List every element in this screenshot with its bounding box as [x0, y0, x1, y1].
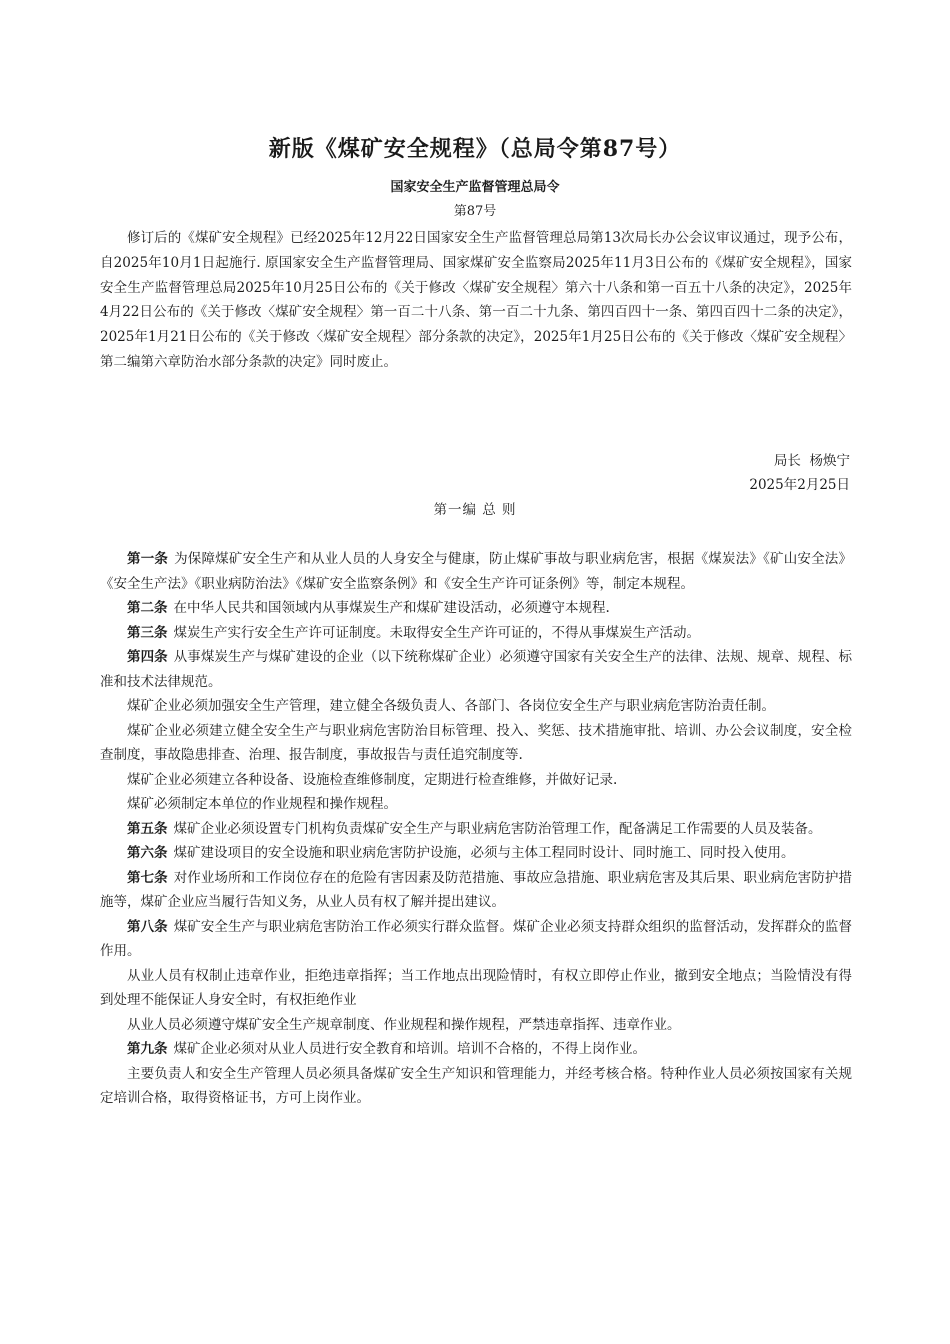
article-paragraph [100, 915, 852, 964]
article-label: 第八条 [127, 918, 168, 935]
article-paragraph [100, 841, 852, 866]
article-paragraph [100, 1013, 852, 1038]
article-text: 煤矿安全生产与职业病危害防治工作必须实行群众监督。煤矿企业必须支持群众组织的监督活动，发挥群众的监督作用。 [100, 918, 852, 959]
article-text: 煤炭生产实行安全生产许可证制度。未取得安全生产许可证的，不得从事煤炭生产活动。 [173, 624, 700, 641]
article-paragraph [100, 694, 852, 719]
signatory: 局长 杨焕宁 [773, 453, 850, 469]
article-text: 从业人员必须遵守煤矿安全生产规章制度、作业规程和操作规程，严禁违章指挥、违章作业。 [127, 1016, 681, 1033]
article-paragraph [100, 964, 852, 1013]
article-paragraph [100, 645, 852, 694]
article-label: 第九条 [127, 1041, 168, 1057]
article-paragraph [100, 719, 852, 768]
article-paragraph [100, 547, 852, 596]
article-text: 煤矿企业必须设置专门机构负责煤矿安全生产与职业病危害防治管理工作，配备满足工作需要的人员及装备。 [173, 820, 822, 837]
article-paragraph [100, 768, 852, 793]
article-text: 煤矿必须制定本单位的作业规程和操作规程。 [127, 796, 397, 812]
issuer-heading: 国家安全生产监督管理总局令 [390, 180, 560, 195]
article-body [100, 547, 852, 1111]
article-paragraph [100, 596, 852, 621]
article-paragraph [100, 621, 852, 646]
article-text: 煤矿建设项目的安全设施和职业病危害防护设施，必须与主体工程同时设计、同时施工、同时投入使用。 [173, 845, 795, 861]
article-text: 从事煤炭生产与煤矿建设的企业（以下统称煤矿企业）必须遵守国家有关安全生产的法律、法规、规章、规程、标准和技术法律规范。 [100, 649, 852, 690]
article-label: 第五条 [127, 820, 168, 837]
article-label: 第一条 [127, 551, 169, 567]
article-text: 在中华人民共和国领域内从事煤炭生产和煤矿建设活动，必须遵守本规程. [173, 600, 610, 616]
article-text: 煤矿企业必须建立各种设备、设施检查维修制度，定期进行检查维修，并做好记录. [127, 771, 618, 788]
article-label: 第三条 [127, 624, 168, 641]
article-paragraph [100, 1037, 852, 1062]
article-text: 煤矿企业必须建立健全安全生产与职业病危害防治目标管理、投入、奖惩、技术措施审批、培训、办公会议制度，安全检查制度，事故隐患排查、治理、报告制度，事故报告与责任追究制度等. [100, 722, 852, 763]
article-text: 为保障煤矿安全生产和从业人员的人身安全与健康，防止煤矿事故与职业病危害，根据《煤炭法》《矿山安全法》《安全生产法》《职业病防治法》《煤矿安全监察条例》和《安全生产许可证条例》等，制定本规程。 [100, 551, 853, 592]
order-number: 第87号 [453, 204, 497, 219]
article-paragraph [100, 1062, 852, 1111]
preamble-paragraph: 修订后的《煤矿安全规程》已经2025年12月22日国家安全生产监督管理总局第13次局长办公会议审议通过，现予公布，自2025年10月1日起施行. 原国家安全生产监督管理局、国家煤矿安全监察局2025年11月3日公布的《煤矿安全规程》，国家安全生产监督管理总局2025年10月25日公布的《关于修改〈煤矿安全规程〉第六十八条和第一百五十八条的决定》，2025年4月22日公布的《关于修改〈煤矿安全规程〉第一百二十八条、第一百二十九条、第四百四十一条、第四百四十二条的决定》，2025年1月21日公布的《关于修改〈煤矿安全规程〉部分条款的决定》，2025年1月25日公布的《关于修改〈煤矿安全规程〉第二编第六章防治水部分条款的决定》同时废止。 [100, 230, 852, 370]
article-label: 第二条 [127, 600, 168, 616]
article-label: 第六条 [127, 845, 168, 861]
article-text: 主要负责人和安全生产管理人员必须具备煤矿安全生产知识和管理能力，并经考核合格。特种作业人员必须按国家有关规定培训合格，取得资格证书，方可上岗作业。 [100, 1065, 852, 1106]
chapter-heading: 第一编 总 则 [433, 502, 517, 518]
article-label: 第四条 [127, 649, 168, 665]
article-text: 煤矿企业必须对从业人员进行安全教育和培训。培训不合格的，不得上岗作业。 [173, 1041, 646, 1057]
article-label: 第七条 [127, 869, 168, 886]
article-text: 对作业场所和工作岗位存在的危险有害因素及防范措施、事故应急措施、职业病危害及其后果、职业病危害防护措施等，煤矿企业应当履行告知义务，从业人员有权了解并提出建议。 [100, 869, 852, 910]
article-paragraph [100, 792, 852, 817]
document-title: 新版《煤矿安全规程》（总局令第87号） [268, 136, 682, 162]
signature-date: 2025年2月25日 [749, 477, 850, 493]
article-paragraph [100, 817, 852, 842]
article-text: 煤矿企业必须加强安全生产管理，建立健全各级负责人、各部门、各岗位安全生产与职业病危害防治责任制。 [127, 698, 775, 714]
article-paragraph [100, 866, 852, 915]
article-text: 从业人员有权制止违章作业，拒绝违章指挥；当工作地点出现险情时，有权立即停止作业，撤到安全地点；当险情没有得到处理不能保证人身安全时，有权拒绝作业 [100, 967, 852, 1008]
